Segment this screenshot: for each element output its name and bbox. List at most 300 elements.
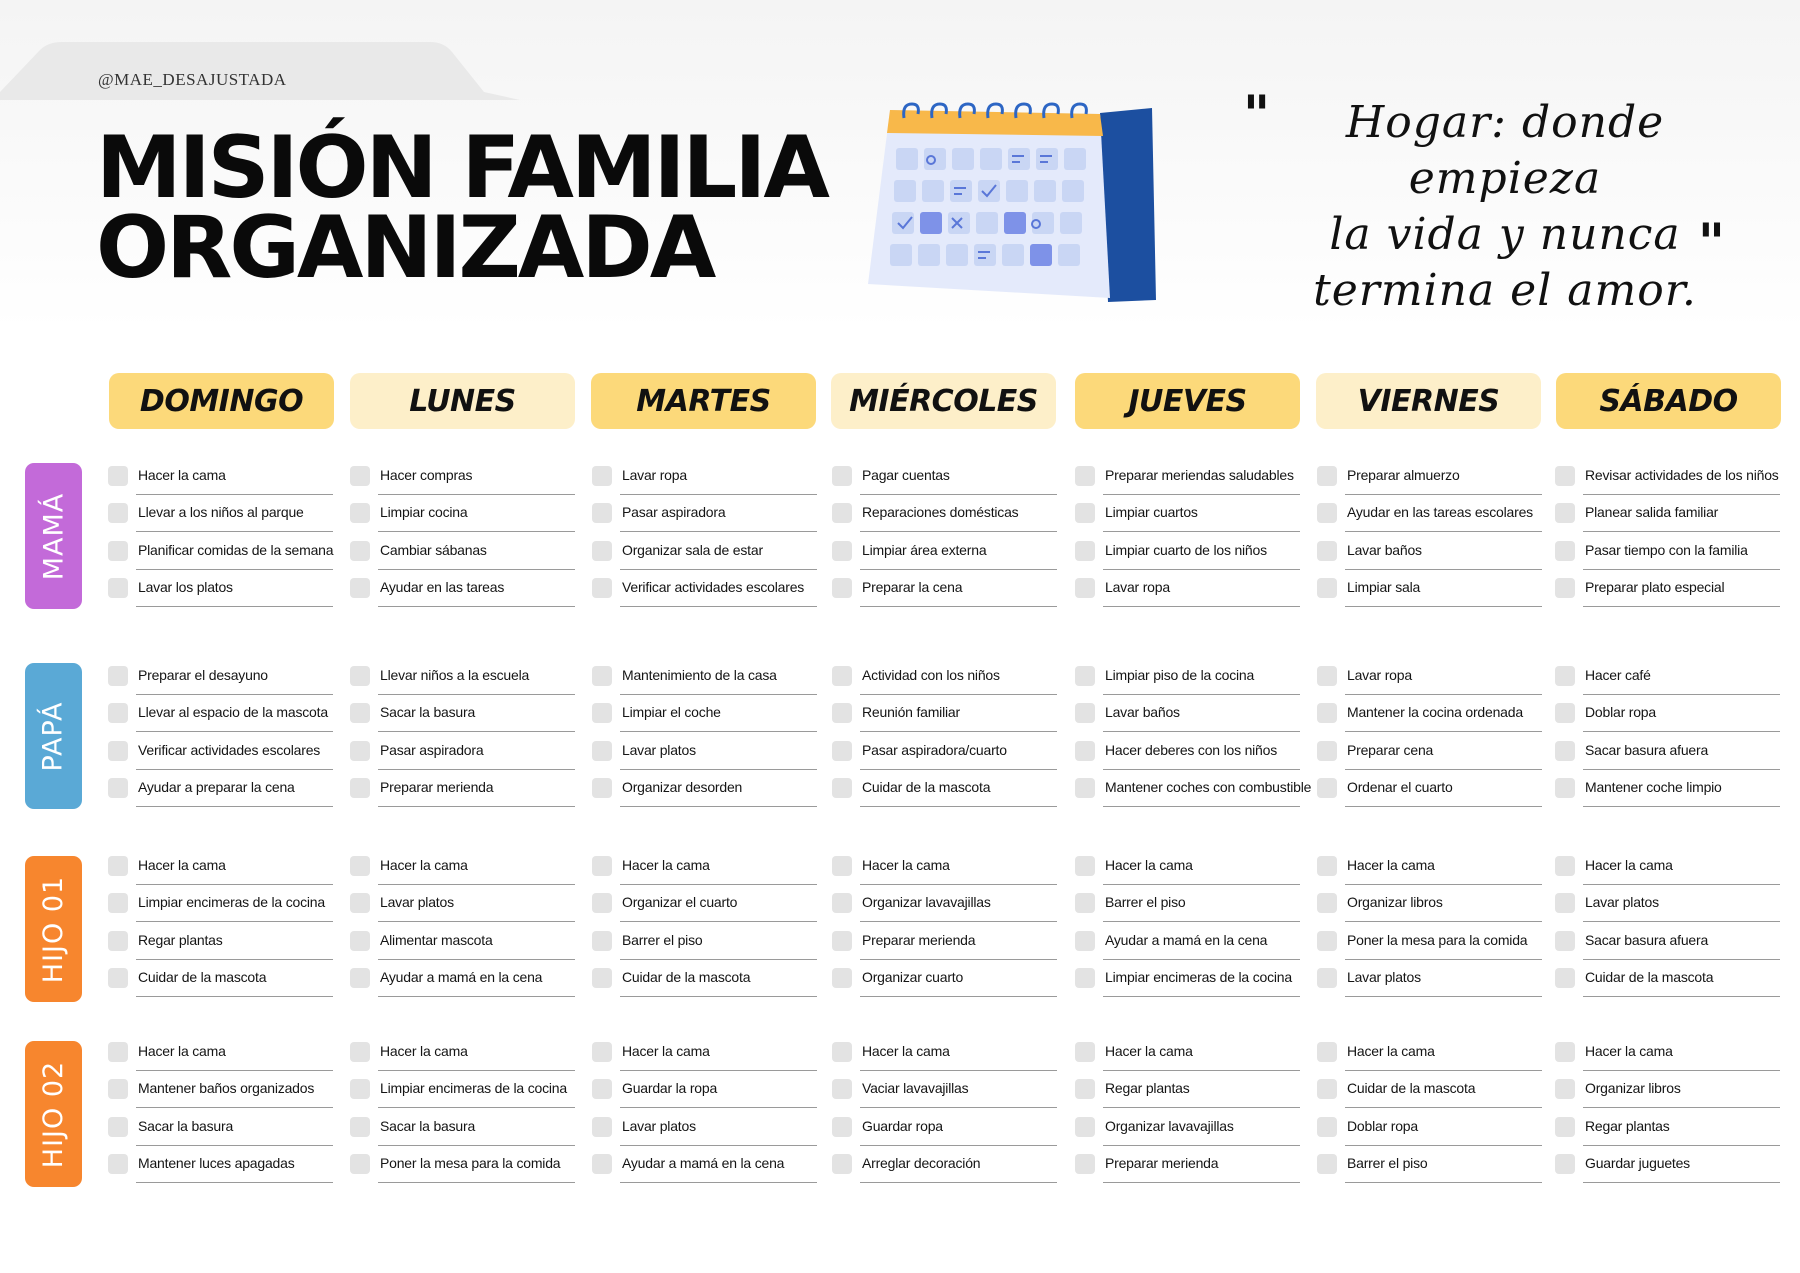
task-item [1075,733,1300,770]
task-item [108,495,333,532]
task-label: Pasar aspiradora [622,504,726,521]
task-checkbox[interactable] [1075,1079,1095,1099]
member-name: PAPÁ [38,700,69,772]
task-item [1555,495,1780,532]
task-item [1555,658,1780,695]
task-checkbox[interactable] [1555,503,1575,523]
task-checkbox[interactable] [1317,1154,1337,1174]
day-header-4: JUEVES [1075,373,1300,429]
task-item [1317,733,1542,770]
task-checkbox[interactable] [592,931,612,951]
task-label: Organizar lavavajillas [862,894,991,911]
task-item [108,1109,333,1146]
task-label: Lavar ropa [1105,579,1170,596]
member-tab-2 [25,856,82,1002]
task-underline [1103,606,1300,607]
task-checkbox[interactable] [832,503,852,523]
task-label: Ayudar en las tareas escolares [1347,504,1533,521]
task-checkbox[interactable] [1555,778,1575,798]
task-item [350,695,575,732]
task-label: Planear salida familiar [1585,504,1719,521]
task-underline [136,806,333,807]
task-checkbox[interactable] [1555,578,1575,598]
task-label: Lavar baños [1105,704,1180,721]
task-label: Mantener coches con combustible [1105,779,1312,796]
task-underline [1345,996,1542,997]
task-item [1317,570,1542,607]
task-underline [1583,806,1780,807]
task-label: Hacer la cama [1585,1043,1673,1059]
task-checkbox[interactable] [108,1117,128,1137]
task-item [592,1109,817,1146]
task-checkbox[interactable] [592,893,612,913]
task-checkbox[interactable] [1317,578,1337,598]
task-checkbox[interactable] [1317,778,1337,798]
task-item [1555,848,1780,885]
task-label: Lavar platos [1585,894,1659,911]
task-label: Hacer la cama [138,467,226,483]
task-label: Hacer la cama [862,1043,950,1059]
task-label: Organizar libros [1585,1080,1681,1097]
task-item [1555,1146,1780,1183]
task-item [108,1146,333,1183]
task-label: Reunión familiar [862,704,960,721]
task-checkbox[interactable] [1317,741,1337,761]
task-label: Cuidar de la mascota [1585,969,1714,986]
task-checkbox[interactable] [592,1117,612,1137]
task-item [1317,960,1542,997]
task-checkbox[interactable] [108,703,128,723]
task-item [592,733,817,770]
task-checkbox[interactable] [108,1079,128,1099]
task-item [1555,885,1780,922]
task-checkbox[interactable] [1075,778,1095,798]
task-item [832,458,1057,495]
task-label: Preparar la cena [862,579,963,596]
task-item [108,1034,333,1071]
task-label: Limpiar encimeras de la cocina [1105,969,1292,986]
task-label: Hacer la cama [138,857,226,873]
task-label: Organizar el cuarto [622,894,738,911]
task-checkbox[interactable] [350,1154,370,1174]
task-checkbox[interactable] [832,1079,852,1099]
task-label: Doblar ropa [1585,704,1656,721]
task-checkbox[interactable] [1317,1117,1337,1137]
task-item [1317,495,1542,532]
task-item [592,848,817,885]
task-item [350,1034,575,1071]
task-label: Organizar sala de estar [622,541,763,558]
member-name: HIJO 02 [38,1060,70,1168]
task-item [832,733,1057,770]
task-item [108,570,333,607]
task-checkbox[interactable] [1555,741,1575,761]
task-item [350,1109,575,1146]
task-label: Vaciar lavavajillas [862,1080,969,1097]
task-checkbox[interactable] [832,466,852,486]
task-checkbox[interactable] [1555,1042,1575,1062]
task-label: Doblar ropa [1347,1117,1418,1134]
task-checkbox[interactable] [592,466,612,486]
task-checkbox[interactable] [592,968,612,988]
task-label: Ordenar el cuarto [1347,779,1453,796]
task-checkbox[interactable] [1555,968,1575,988]
quote-line-2: la vida y nunca [1329,209,1681,260]
task-label: Preparar merienda [862,931,976,948]
task-label: Lavar los platos [138,579,233,596]
task-checkbox[interactable] [350,1117,370,1137]
day-header-2: MARTES [591,373,816,429]
task-item [832,1071,1057,1108]
task-item [1075,960,1300,997]
task-checkbox[interactable] [592,778,612,798]
task-item [592,960,817,997]
page-title [96,118,827,298]
task-label: Hacer la cama [1347,1043,1435,1059]
task-checkbox[interactable] [1555,1079,1575,1099]
task-checkbox[interactable] [1317,666,1337,686]
quote-line-3: termina el amor. [1313,265,1697,316]
task-checkbox[interactable] [592,1042,612,1062]
task-label: Reparaciones domésticas [862,504,1019,521]
task-checkbox[interactable] [832,578,852,598]
task-checkbox[interactable] [1317,503,1337,523]
task-label: Actividad con los niños [862,667,1000,683]
task-underline [378,1182,575,1183]
task-item [592,458,817,495]
task-checkbox[interactable] [108,578,128,598]
task-underline [1345,606,1542,607]
task-item [1317,1071,1542,1108]
task-item [350,533,575,570]
task-checkbox[interactable] [592,578,612,598]
task-checkbox[interactable] [1317,703,1337,723]
member-name: HIJO 01 [38,875,70,983]
task-item [592,695,817,732]
task-label: Ayudar a mamá en la cena [1105,931,1268,948]
task-checkbox[interactable] [1317,466,1337,486]
task-underline [860,806,1057,807]
quote-line-1: Hogar: donde empieza [1345,97,1665,204]
task-item [1317,1109,1542,1146]
task-item [108,960,333,997]
task-checkbox[interactable] [350,578,370,598]
task-checkbox[interactable] [1317,856,1337,876]
task-checkbox[interactable] [108,503,128,523]
task-checkbox[interactable] [1555,1154,1575,1174]
task-checkbox[interactable] [832,1042,852,1062]
task-label: Lavar baños [1347,541,1422,558]
task-item [592,923,817,960]
task-checkbox[interactable] [1555,666,1575,686]
task-item [832,495,1057,532]
task-label: Regar plantas [138,931,223,948]
task-checkbox[interactable] [1555,856,1575,876]
task-underline [860,1182,1057,1183]
task-underline [378,996,575,997]
task-label: Hacer compras [380,467,473,483]
task-label: Mantenimiento de la casa [622,667,777,683]
task-label: Cuidar de la mascota [1347,1080,1476,1097]
task-label: Limpiar sala [1347,579,1421,596]
task-checkbox[interactable] [350,703,370,723]
task-label: Barrer el piso [1347,1155,1428,1172]
task-label: Organizar libros [1347,894,1443,911]
task-checkbox[interactable] [832,1154,852,1174]
task-checkbox[interactable] [108,778,128,798]
task-label: Revisar actividades de los niños [1585,467,1779,483]
task-label: Hacer deberes con los niños [1105,741,1278,758]
task-item [108,733,333,770]
task-item [832,695,1057,732]
day-header-5: VIERNES [1316,373,1541,429]
task-label: Barrer el piso [622,931,703,948]
task-label: Limpiar área externa [862,541,987,558]
task-item [350,1071,575,1108]
task-checkbox[interactable] [592,1079,612,1099]
task-item [108,848,333,885]
task-label: Poner la mesa para la comida [1347,931,1528,948]
task-checkbox[interactable] [1317,968,1337,988]
task-underline [620,806,817,807]
task-label: Preparar merienda [1105,1155,1219,1172]
task-item [1317,533,1542,570]
task-label: Organizar desorden [622,779,743,796]
task-label: Verificar actividades escolares [622,579,805,596]
task-label: Regar plantas [1585,1117,1670,1134]
task-checkbox[interactable] [1555,466,1575,486]
title-line-2: ORGANIZADA [96,198,714,298]
task-checkbox[interactable] [108,968,128,988]
task-item [832,848,1057,885]
task-checkbox[interactable] [108,466,128,486]
task-label: Organizar cuarto [862,969,964,986]
task-checkbox[interactable] [350,541,370,561]
task-underline [1583,996,1780,997]
task-label: Pasar aspiradora [380,741,484,758]
task-checkbox[interactable] [350,893,370,913]
task-underline [136,606,333,607]
task-label: Pasar aspiradora/cuarto [862,741,1007,758]
task-checkbox[interactable] [350,666,370,686]
task-underline [620,606,817,607]
task-label: Mantener baños organizados [138,1080,315,1097]
task-checkbox[interactable] [1075,856,1095,876]
day-header-1: LUNES [350,373,575,429]
task-label: Sacar basura afuera [1585,931,1709,948]
task-label: Cuidar de la mascota [138,969,267,986]
task-checkbox[interactable] [1555,703,1575,723]
task-item [350,458,575,495]
task-item [108,770,333,807]
task-checkbox[interactable] [350,741,370,761]
task-item [1075,923,1300,960]
task-label: Hacer la cama [622,857,710,873]
task-checkbox[interactable] [1075,1042,1095,1062]
quote-close-mark: " [1697,213,1725,273]
task-label: Arreglar decoración [862,1155,981,1172]
task-item [832,658,1057,695]
task-checkbox[interactable] [832,541,852,561]
task-item [832,770,1057,807]
task-label: Organizar lavavajillas [1105,1117,1234,1134]
task-checkbox[interactable] [1555,541,1575,561]
task-label: Llevar niños a la escuela [380,667,530,683]
task-checkbox[interactable] [350,466,370,486]
task-underline [620,996,817,997]
task-label: Barrer el piso [1105,894,1186,911]
task-checkbox[interactable] [1317,1079,1337,1099]
task-label: Alimentar mascota [380,931,493,948]
task-checkbox[interactable] [1075,1117,1095,1137]
task-checkbox[interactable] [592,703,612,723]
task-label: Mantener la cocina ordenada [1347,704,1523,721]
task-checkbox[interactable] [592,741,612,761]
task-label: Cuidar de la mascota [862,779,991,796]
task-item [350,770,575,807]
task-checkbox[interactable] [108,856,128,876]
task-checkbox[interactable] [1075,578,1095,598]
task-label: Regar plantas [1105,1080,1190,1097]
task-checkbox[interactable] [592,1154,612,1174]
task-checkbox[interactable] [1075,1154,1095,1174]
task-checkbox[interactable] [350,1042,370,1062]
task-checkbox[interactable] [1555,931,1575,951]
task-checkbox[interactable] [832,968,852,988]
task-checkbox[interactable] [108,541,128,561]
task-item [1075,695,1300,732]
task-item [108,658,333,695]
task-checkbox[interactable] [1075,666,1095,686]
task-item [1555,923,1780,960]
task-checkbox[interactable] [108,893,128,913]
task-item [592,570,817,607]
task-checkbox[interactable] [832,666,852,686]
task-checkbox[interactable] [832,703,852,723]
task-checkbox[interactable] [108,1154,128,1174]
task-label: Lavar ropa [1347,667,1412,683]
task-checkbox[interactable] [108,666,128,686]
member-tab-1 [25,663,82,809]
task-item [592,533,817,570]
task-checkbox[interactable] [1075,968,1095,988]
task-checkbox[interactable] [1075,703,1095,723]
task-checkbox[interactable] [832,1117,852,1137]
task-label: Hacer la cama [1105,1043,1193,1059]
family-quote [1243,85,1765,319]
task-item [1317,885,1542,922]
task-item [1555,570,1780,607]
task-label: Sacar la basura [138,1117,234,1134]
task-item [592,885,817,922]
task-checkbox[interactable] [832,931,852,951]
task-underline [1103,806,1300,807]
task-item [1317,1034,1542,1071]
task-checkbox[interactable] [350,856,370,876]
task-label: Ayudar a preparar la cena [138,779,295,796]
task-underline [1103,996,1300,997]
task-checkbox[interactable] [1075,541,1095,561]
task-item [1317,1146,1542,1183]
task-checkbox[interactable] [832,778,852,798]
task-underline [1345,806,1542,807]
task-underline [860,606,1057,607]
task-label: Hacer la cama [1105,857,1193,873]
task-label: Llevar al espacio de la mascota [138,704,328,721]
task-checkbox[interactable] [1555,1117,1575,1137]
task-item [1555,960,1780,997]
task-checkbox[interactable] [1075,466,1095,486]
task-checkbox[interactable] [350,968,370,988]
task-label: Preparar plato especial [1585,579,1725,596]
task-label: Hacer la cama [1585,857,1673,873]
task-label: Sacar la basura [380,1117,476,1134]
author-handle: @MAE_DESAJUSTADA [98,70,287,89]
task-checkbox[interactable] [108,1042,128,1062]
task-item [832,533,1057,570]
task-checkbox[interactable] [1075,893,1095,913]
task-item [108,533,333,570]
task-label: Guardar la ropa [622,1080,718,1097]
task-item [108,923,333,960]
task-checkbox[interactable] [108,741,128,761]
task-checkbox[interactable] [350,503,370,523]
task-checkbox[interactable] [350,778,370,798]
task-checkbox[interactable] [1555,893,1575,913]
task-checkbox[interactable] [1317,1042,1337,1062]
task-checkbox[interactable] [1317,541,1337,561]
task-checkbox[interactable] [832,893,852,913]
task-item [350,848,575,885]
task-checkbox[interactable] [592,503,612,523]
task-label: Preparar meriendas saludables [1105,467,1294,483]
task-item [1317,695,1542,732]
task-checkbox[interactable] [592,666,612,686]
task-label: Lavar platos [380,894,454,911]
task-item [592,495,817,532]
task-checkbox[interactable] [1317,931,1337,951]
task-checkbox[interactable] [592,541,612,561]
task-item [350,923,575,960]
task-label: Pagar cuentas [862,467,950,483]
task-item [592,1146,817,1183]
task-underline [860,996,1057,997]
task-checkbox[interactable] [1075,741,1095,761]
task-checkbox[interactable] [832,856,852,876]
task-checkbox[interactable] [1075,503,1095,523]
task-checkbox[interactable] [832,741,852,761]
task-item [350,1146,575,1183]
task-item [350,960,575,997]
title-line-1: MISIÓN FAMILIA [96,118,827,218]
task-underline [620,1182,817,1183]
task-checkbox[interactable] [1075,931,1095,951]
task-checkbox[interactable] [1317,893,1337,913]
task-checkbox[interactable] [592,856,612,876]
task-checkbox[interactable] [350,1079,370,1099]
task-label: Limpiar encimeras de la cocina [380,1080,567,1097]
task-item [108,695,333,732]
task-underline [378,606,575,607]
task-label: Hacer la cama [380,1043,468,1059]
task-checkbox[interactable] [108,931,128,951]
task-item [832,885,1057,922]
member-name: MAMÁ [38,492,69,580]
task-label: Cambiar sábanas [380,541,487,558]
task-item [1555,770,1780,807]
task-item [1317,848,1542,885]
task-checkbox[interactable] [350,931,370,951]
